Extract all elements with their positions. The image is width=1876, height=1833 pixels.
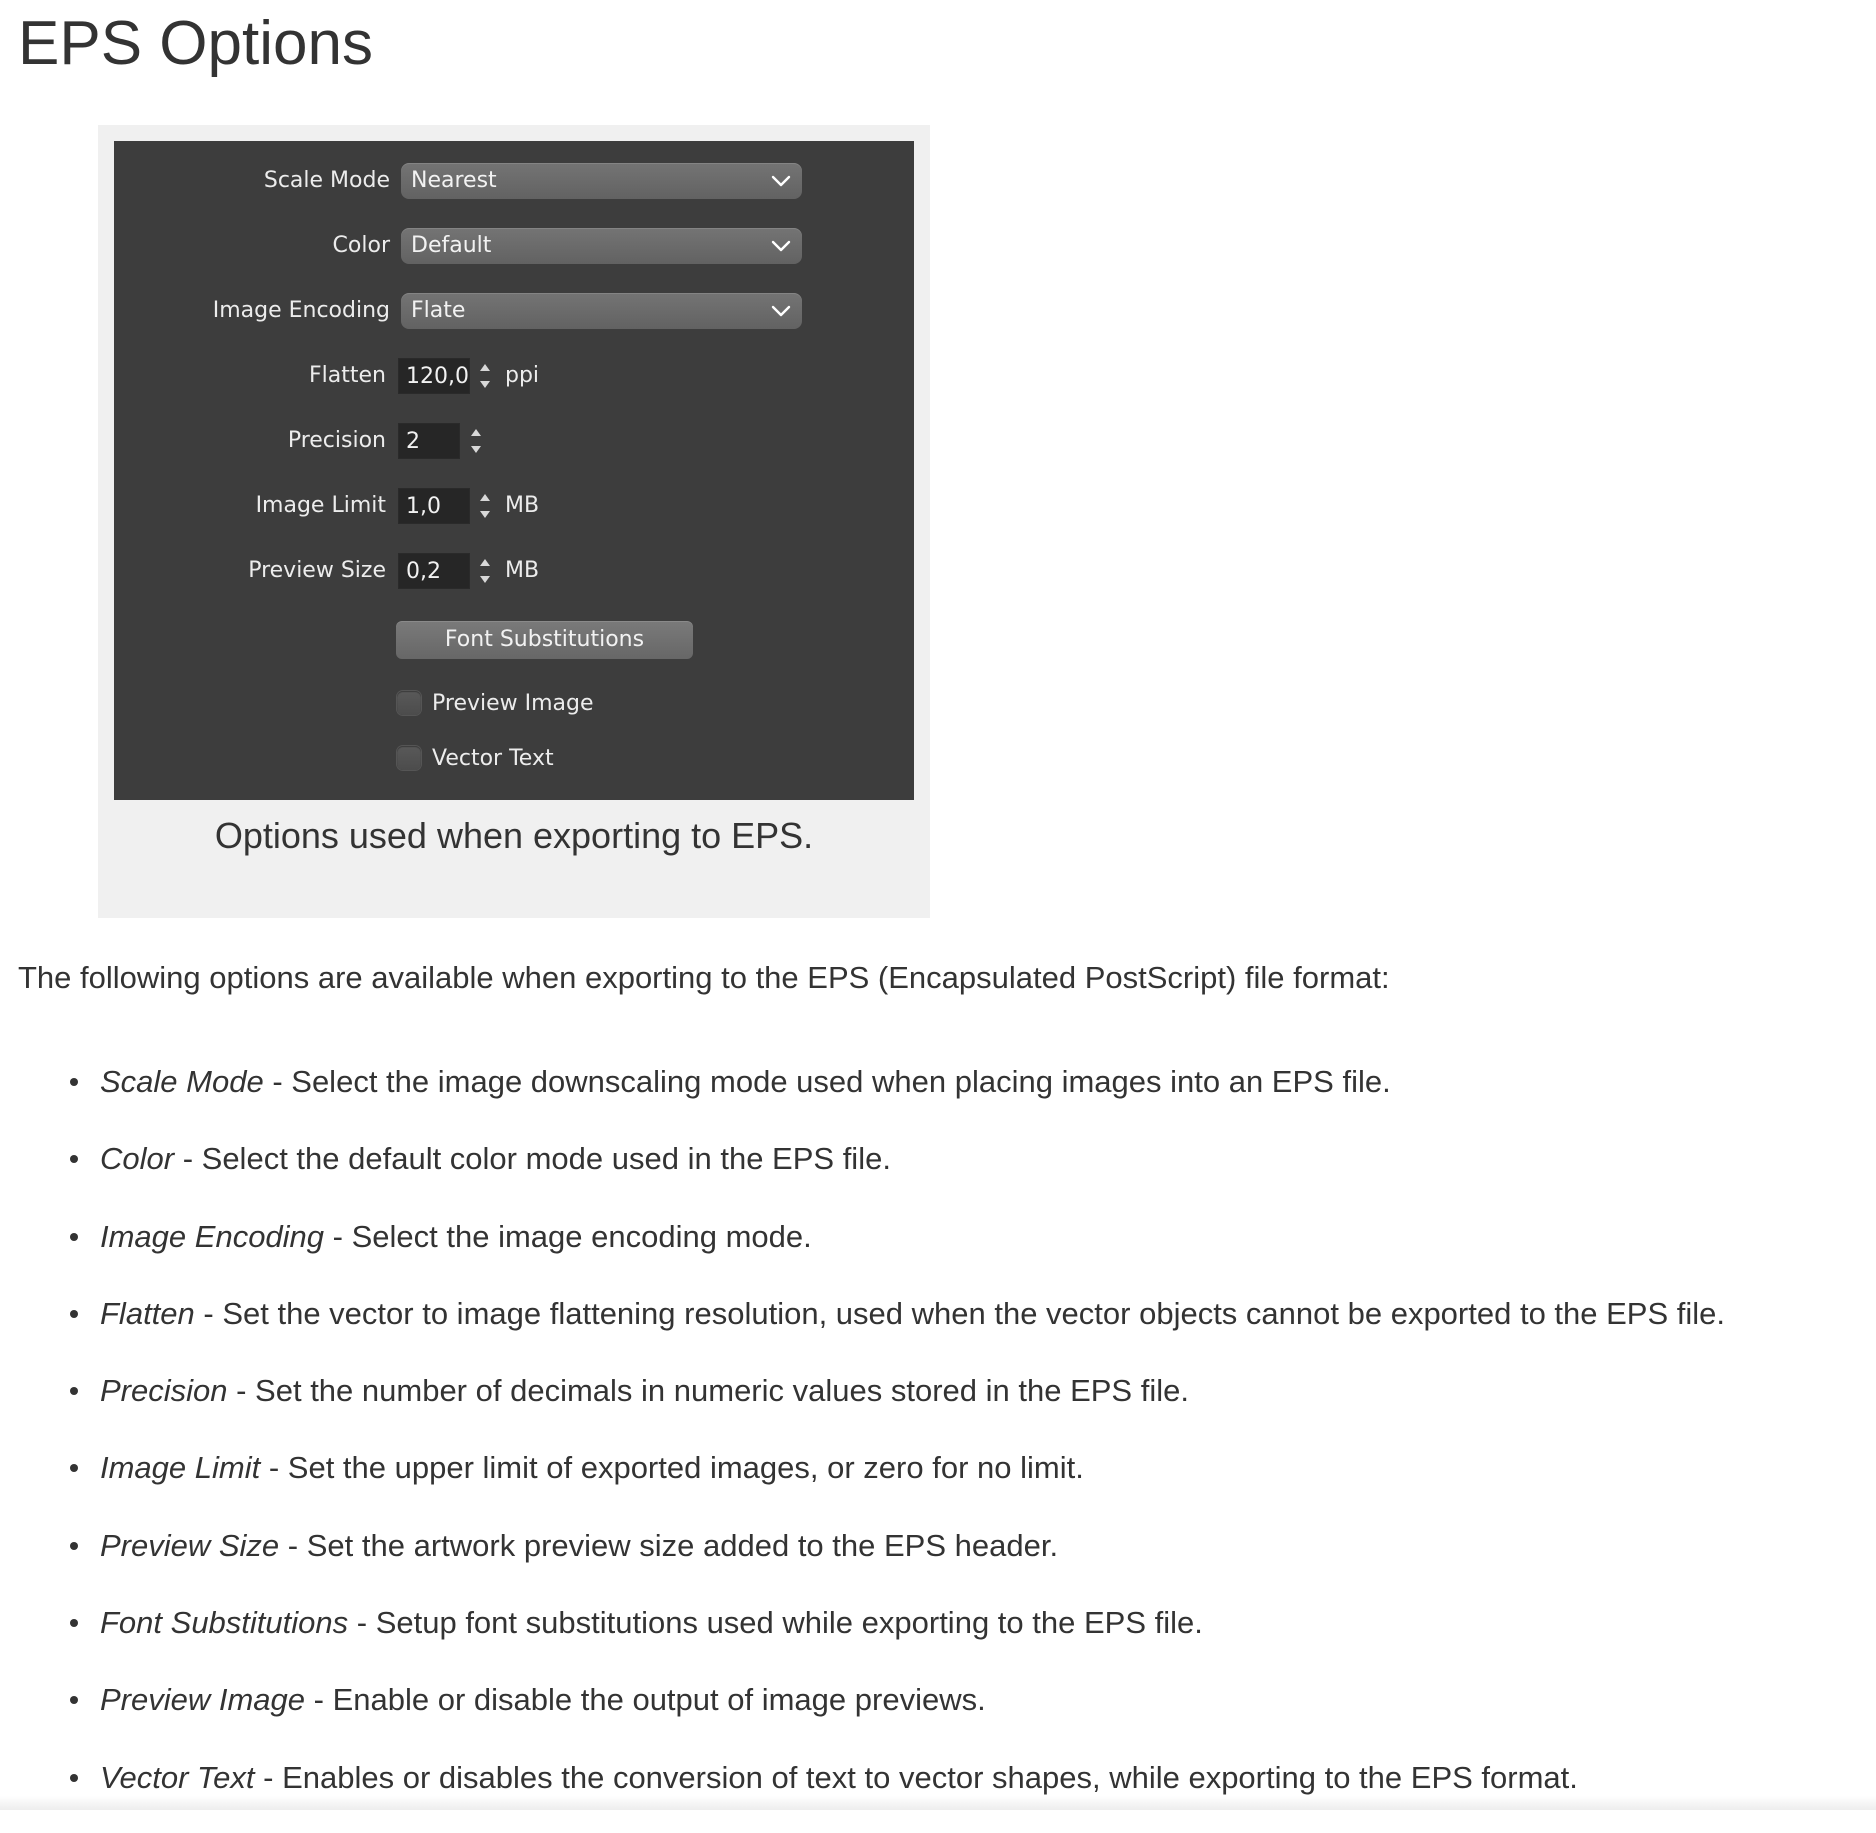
eps-options-panel: [114, 141, 914, 800]
scale-mode-value: Nearest: [411, 168, 497, 193]
preview-image-option[interactable]: [397, 687, 797, 721]
scale-mode-label: Scale Mode: [263, 168, 390, 193]
precision-value: 2: [406, 429, 420, 454]
image-limit-unit: MB: [505, 493, 540, 518]
scale-mode-row: [114, 161, 914, 201]
color-row: [114, 226, 914, 266]
option-description: - Enables or disables the conversion of text to vector shapes, while exporting to the EPS format.: [254, 1759, 1578, 1795]
vector-text-label: Vector Text: [432, 746, 554, 771]
precision-label: Precision: [287, 428, 386, 453]
preview-size-input[interactable]: [398, 553, 470, 589]
option-term: Vector Text: [100, 1759, 255, 1795]
precision-row: [114, 421, 914, 461]
stepper-arrows-icon[interactable]: [463, 421, 489, 461]
image-limit-label: Image Limit: [255, 493, 386, 518]
option-term: Flatten: [100, 1295, 195, 1331]
bullet-icon: [70, 1310, 78, 1318]
figure-caption: Options used when exporting to EPS.: [214, 815, 814, 856]
vector-text-checkbox[interactable]: [397, 746, 421, 770]
image-encoding-label: Image Encoding: [212, 298, 390, 323]
eps-options-figure: [98, 125, 930, 918]
chevron-down-icon: [768, 233, 794, 259]
preview-image-checkbox[interactable]: [397, 691, 421, 715]
flatten-label: Flatten: [309, 363, 386, 388]
bullet-icon: [70, 1155, 78, 1163]
option-description: - Set the number of decimals in numeric values stored in the EPS file.: [227, 1373, 1189, 1409]
option-description: - Setup font substitutions used while exporting to the EPS file.: [348, 1605, 1203, 1641]
option-term: Font Substitutions: [100, 1605, 349, 1641]
bullet-icon: [70, 1233, 78, 1241]
image-limit-row: [114, 486, 914, 526]
bottom-edge-fade: [0, 1796, 1876, 1810]
option-term: Preview Size: [100, 1527, 280, 1563]
option-term: Image Limit: [100, 1450, 261, 1486]
image-encoding-value: Flate: [411, 298, 466, 323]
bullet-icon: [70, 1619, 78, 1627]
scale-mode-select[interactable]: [401, 163, 802, 199]
flatten-row: [114, 356, 914, 396]
color-value: Default: [411, 233, 492, 258]
bullet-icon: [70, 1542, 78, 1550]
image-encoding-row: [114, 291, 914, 331]
option-term: Color: [100, 1141, 175, 1177]
bullet-icon: [70, 1464, 78, 1472]
vector-text-option[interactable]: [397, 742, 797, 776]
stepper-arrows-icon[interactable]: [472, 486, 498, 526]
preview-size-row: [114, 551, 914, 591]
font-substitutions-button[interactable]: Font Substitutions: [396, 621, 693, 659]
option-term: Image Encoding: [100, 1218, 325, 1254]
option-description: - Select the image encoding mode.: [324, 1218, 812, 1254]
option-description: - Set the artwork preview size added to the EPS header.: [279, 1527, 1059, 1563]
preview-size-label: Preview Size: [248, 558, 386, 583]
precision-input[interactable]: [398, 423, 460, 459]
chevron-down-icon: [768, 168, 794, 194]
option-description: - Set the upper limit of exported images, or zero for no limit.: [260, 1450, 1084, 1486]
color-select[interactable]: [401, 228, 802, 264]
stepper-arrows-icon[interactable]: [472, 551, 498, 591]
bullet-icon: [70, 1078, 78, 1086]
color-label: Color: [332, 233, 390, 258]
option-description: - Select the default color mode used in the EPS file.: [174, 1141, 891, 1177]
preview-size-value: 0,2: [406, 559, 441, 584]
page-title: EPS Options: [18, 9, 373, 78]
image-limit-input[interactable]: [398, 488, 470, 524]
option-description: - Select the image downscaling mode used when placing images into an EPS file.: [263, 1064, 1391, 1099]
preview-image-label: Preview Image: [432, 691, 594, 716]
intro-paragraph: The following options are available when exporting to the EPS (Encapsulated PostScript) file format:: [18, 960, 1390, 995]
image-limit-value: 1,0: [406, 494, 441, 519]
option-term: Scale Mode: [100, 1064, 264, 1099]
option-term: Preview Image: [100, 1682, 306, 1718]
bullet-icon: [70, 1774, 78, 1782]
chevron-down-icon: [768, 298, 794, 324]
flatten-value: 120,0: [406, 364, 469, 389]
option-description: - Set the vector to image flattening resolution, used when the vector objects cannot be exported to the EPS file.: [194, 1295, 1726, 1331]
bullet-icon: [70, 1387, 78, 1395]
option-description: - Enable or disable the output of image previews.: [305, 1682, 986, 1718]
image-encoding-select[interactable]: [401, 293, 802, 329]
stepper-arrows-icon[interactable]: [472, 356, 498, 396]
bullet-icon: [70, 1696, 78, 1704]
flatten-unit: ppi: [505, 363, 540, 388]
flatten-input[interactable]: [398, 358, 470, 394]
preview-size-unit: MB: [505, 558, 540, 583]
option-term: Precision: [100, 1373, 228, 1409]
